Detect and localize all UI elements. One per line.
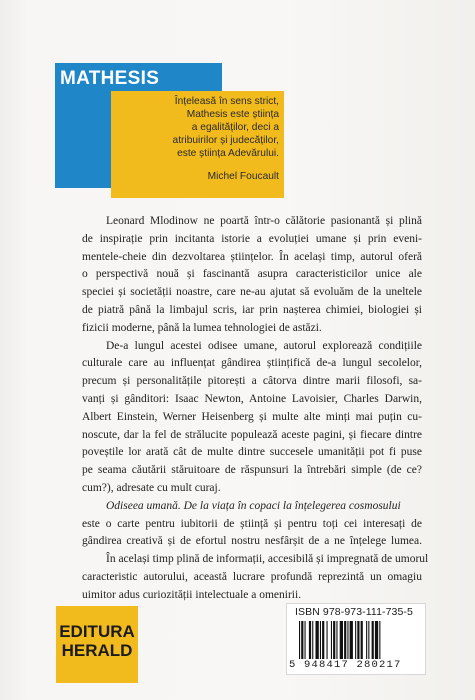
blurb-line: cum?), adresate cu mult curaj. (82, 481, 221, 494)
blurb-line: caracteristic autorului, această lucrare profundă reprezintă un omagiu (82, 570, 422, 583)
epigraph-line: este știința Adevărului. (177, 148, 279, 159)
blurb-line: precum și personalitățile pitorești a câtorva dintre marii filosofi, sa- (82, 375, 422, 388)
epigraph-line: Înțeleasă în sens strict, (174, 96, 279, 107)
blurb-line: vanți și gânditori: Isaac Newton, Antoine Lavoisier, Charles Darwin, (82, 392, 422, 405)
barcode (299, 621, 415, 659)
epigraph-box (111, 91, 284, 198)
blurb-line: o perspectivă nouă și fascinantă asupra caracteristicilor unice ale (82, 268, 422, 281)
blurb-line: culturale care au influențat gândirea științifică de-a lungul secolelor, (82, 357, 422, 370)
blurb-line: gândirea creativă și de efortul nostru nesfârșit de a ne înțelege lumea. (82, 535, 422, 548)
isbn-label: ISBN 978-973-111-735-5 (295, 606, 413, 618)
publisher-line-1: EDITURA (59, 622, 135, 641)
blurb-line: Odiseea umană. De la viața în copaci la înțelegerea cosmosului (106, 499, 401, 512)
epigraph-line: a egalităților, deci a (191, 122, 279, 133)
blurb-line: Albert Einstein, Werner Heisenberg și multe alte minți mai puțin cu- (82, 410, 422, 423)
epigraph-line: Mathesis este știința (186, 109, 279, 120)
blurb-line: fizicii moderne, până la lumea tehnologiei de astăzi. (82, 321, 322, 334)
blurb-line: este o carte pentru iubitorii de știință și pentru toți cei interesați de (82, 517, 422, 530)
blurb-line: De-a lungul acestei odisee umane, autorul explorează condițiile (106, 339, 422, 352)
blurb-line: Leonard Mlodinow ne poartă într-o călătorie pasionantă și plină (106, 215, 422, 227)
epigraph-author: Michel Foucault (207, 171, 279, 182)
publisher-line-2: HERALD (61, 641, 133, 660)
blurb-line: În același timp plină de informații, accesibilă și impregnată de umorul (106, 553, 429, 566)
series-title: MATHESIS (60, 68, 160, 89)
epigraph-line: atribuirilor și judecăților, (172, 135, 279, 146)
publisher-logo (56, 606, 138, 683)
barcode-digits: 5 948417 280217 (289, 659, 402, 671)
blurb-text (82, 213, 429, 605)
blurb-line: poveștile lor arată cât de multe dintre succesele umanității pot fi puse (82, 446, 422, 459)
blurb-line: uimitor adus curiozității intelectuale a omenirii. (82, 588, 302, 601)
blurb-line: de piatră până la limbajul scris, iar prin nașterea chimiei, biologiei și (82, 303, 422, 316)
blurb-line: pe seama căutării stăruitoare de răspunsuri la întrebări simple (de ce? (82, 464, 422, 477)
blurb-line: speciei și societății noastre, care ne-au ajutat să evoluăm de la uneltele (82, 286, 422, 299)
blurb-line: de inspirație prin incitanta istorie a evoluției umane și prin eveni- (82, 232, 422, 245)
blurb-line: mentele-cheie din dezvoltarea științelor. În același timp, autorul oferă (82, 250, 422, 263)
blurb-line: noscute, dar la fel de strălucite populează aceste pagini, și fiecare dintre (82, 428, 422, 441)
